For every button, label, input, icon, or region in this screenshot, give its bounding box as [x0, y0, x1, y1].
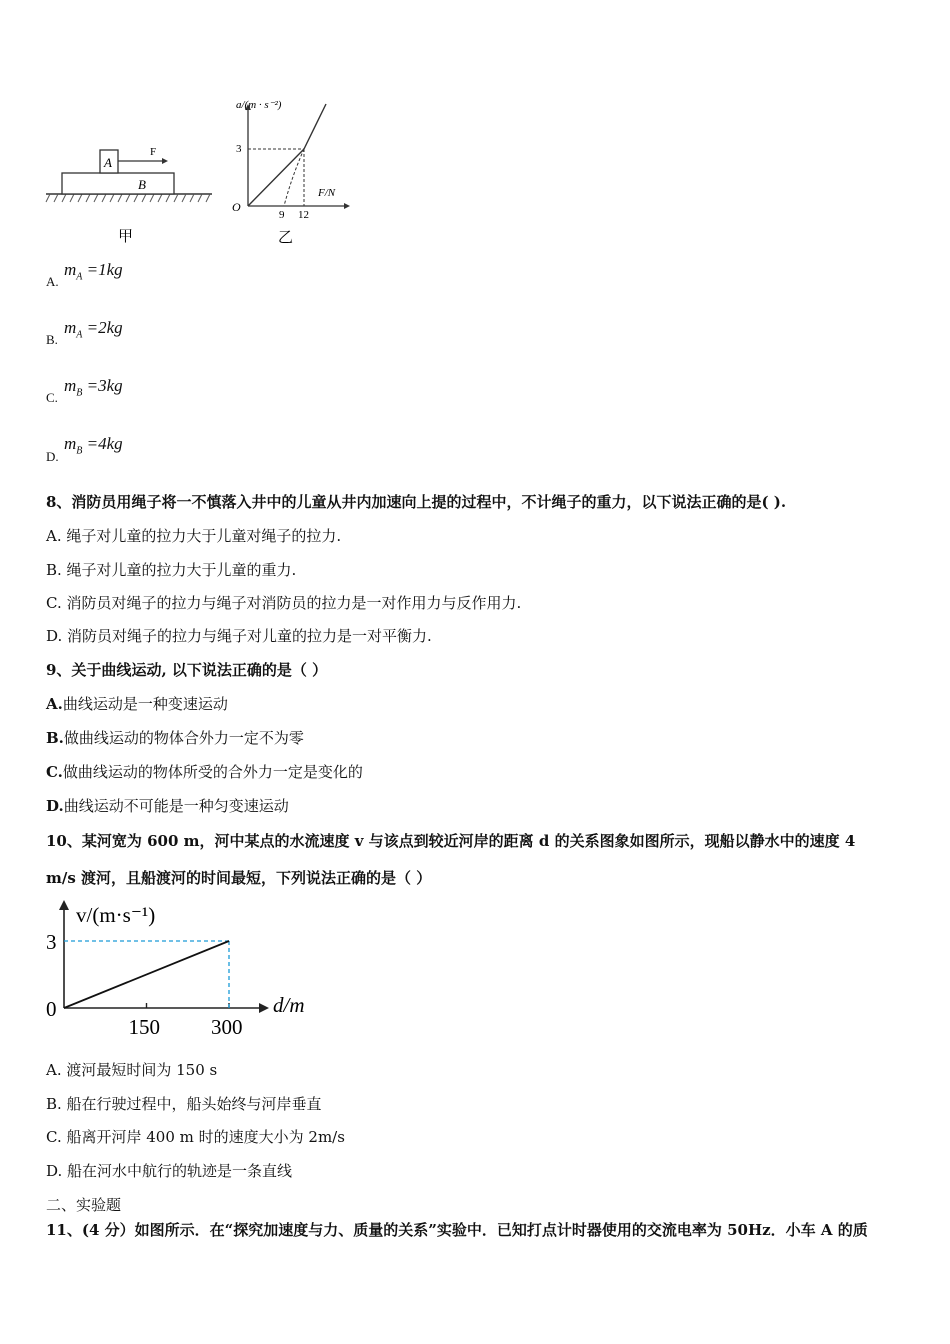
yi-y-tick: 3	[236, 143, 242, 155]
q8-option-b: B. 绳子对儿童的拉力大于儿童的重力.	[46, 561, 297, 579]
option-letter: B.	[46, 332, 58, 347]
q10-option-d: D. 船在河水中航行的轨迹是一条直线	[46, 1162, 293, 1180]
origin-label: 0	[46, 997, 57, 1021]
option-letter: D.	[46, 449, 59, 464]
q8-stem: 8、消防员用绳子将一不慎落入井中的儿童从井内加速向上提的过程中，不计绳子的重力，以下说法正确的是( ).	[46, 493, 787, 511]
x-axis-arrow	[259, 1003, 269, 1013]
option-letter: A.	[46, 274, 59, 289]
velocity-distance-chart	[40, 896, 310, 1044]
q10-stem-line1: 10、某河宽为 600 m，河中某点的水流速度 v 与该点到较近河岸的距离 d 的关系图象如图所示，现船以静水中的速度 4	[46, 832, 856, 850]
x-axis-label: d/m	[273, 993, 305, 1017]
q9-option-b: B.做曲线运动的物体合外力一定不为零	[46, 729, 304, 747]
caption-jia: 甲	[118, 229, 134, 245]
yi-x-tick-9: 9	[279, 209, 285, 221]
y-tick-label: 3	[46, 930, 57, 954]
y-axis-label: v/(m·s⁻¹)	[76, 903, 156, 927]
formula: $m_A =1kg$	[64, 260, 123, 283]
section-heading: 二、实验题	[46, 1196, 122, 1214]
q11-stem: 11、(4 分）如图所示．在“探究加速度与力、质量的关系”实验中．已知打点计时器使用的交流电率为 50Hz．小车 A 的质	[46, 1221, 868, 1239]
yi-x-axis-label: F/N	[318, 187, 336, 199]
formula: $m_A =2kg$	[64, 318, 123, 341]
yi-x-tick-12: 12	[298, 209, 309, 221]
block-b-label: B	[138, 177, 146, 192]
q8-option-a: A. 绳子对儿童的拉力大于儿童对绳子的拉力.	[46, 527, 342, 545]
q9-option-c: C.做曲线运动的物体所受的合外力一定是变化的	[46, 763, 363, 781]
y-axis-arrow	[59, 900, 69, 910]
q9-option-a: A.曲线运动是一种变速运动	[46, 695, 228, 713]
yi-y-axis-label: a/(m · s⁻²)	[236, 99, 282, 111]
block-b	[62, 173, 174, 194]
q9-option-d: D.曲线运动不可能是一种匀变速运动	[46, 797, 289, 815]
q10-option-b: B. 船在行驶过程中，船头始终与河岸垂直	[46, 1095, 322, 1113]
q10-option-c: C. 船离开河岸 400 m 时的速度大小为 2m/s	[46, 1128, 345, 1146]
q9-stem: 9、关于曲线运动, 以下说法正确的是（ ）	[46, 661, 328, 679]
force-label: F	[150, 146, 157, 158]
q8-option-d: D. 消防员对绳子的拉力与绳子对儿童的拉力是一对平衡力.	[46, 627, 432, 645]
block-a-label: A	[104, 155, 112, 170]
formula: $m_B =3kg$	[64, 376, 123, 399]
option-letter: C.	[46, 390, 58, 405]
x-tick-label: 300	[211, 1015, 243, 1039]
x-tick-label: 150	[128, 1015, 160, 1039]
caption-yi: 乙	[278, 230, 294, 246]
yi-origin: O	[232, 200, 241, 214]
formula: $m_B =4kg$	[64, 434, 123, 457]
series-line	[64, 941, 229, 1008]
figure-jia	[44, 140, 216, 250]
q8-option-c: C. 消防员对绳子的拉力与绳子对消防员的拉力是一对作用力与反作用力.	[46, 594, 522, 612]
figure-yi	[222, 96, 352, 250]
q10-stem-line2: m/s 渡河，且船渡河的时间最短，下列说法正确的是（ ）	[46, 869, 432, 887]
q10-option-a: A. 渡河最短时间为 150 s	[46, 1061, 218, 1079]
